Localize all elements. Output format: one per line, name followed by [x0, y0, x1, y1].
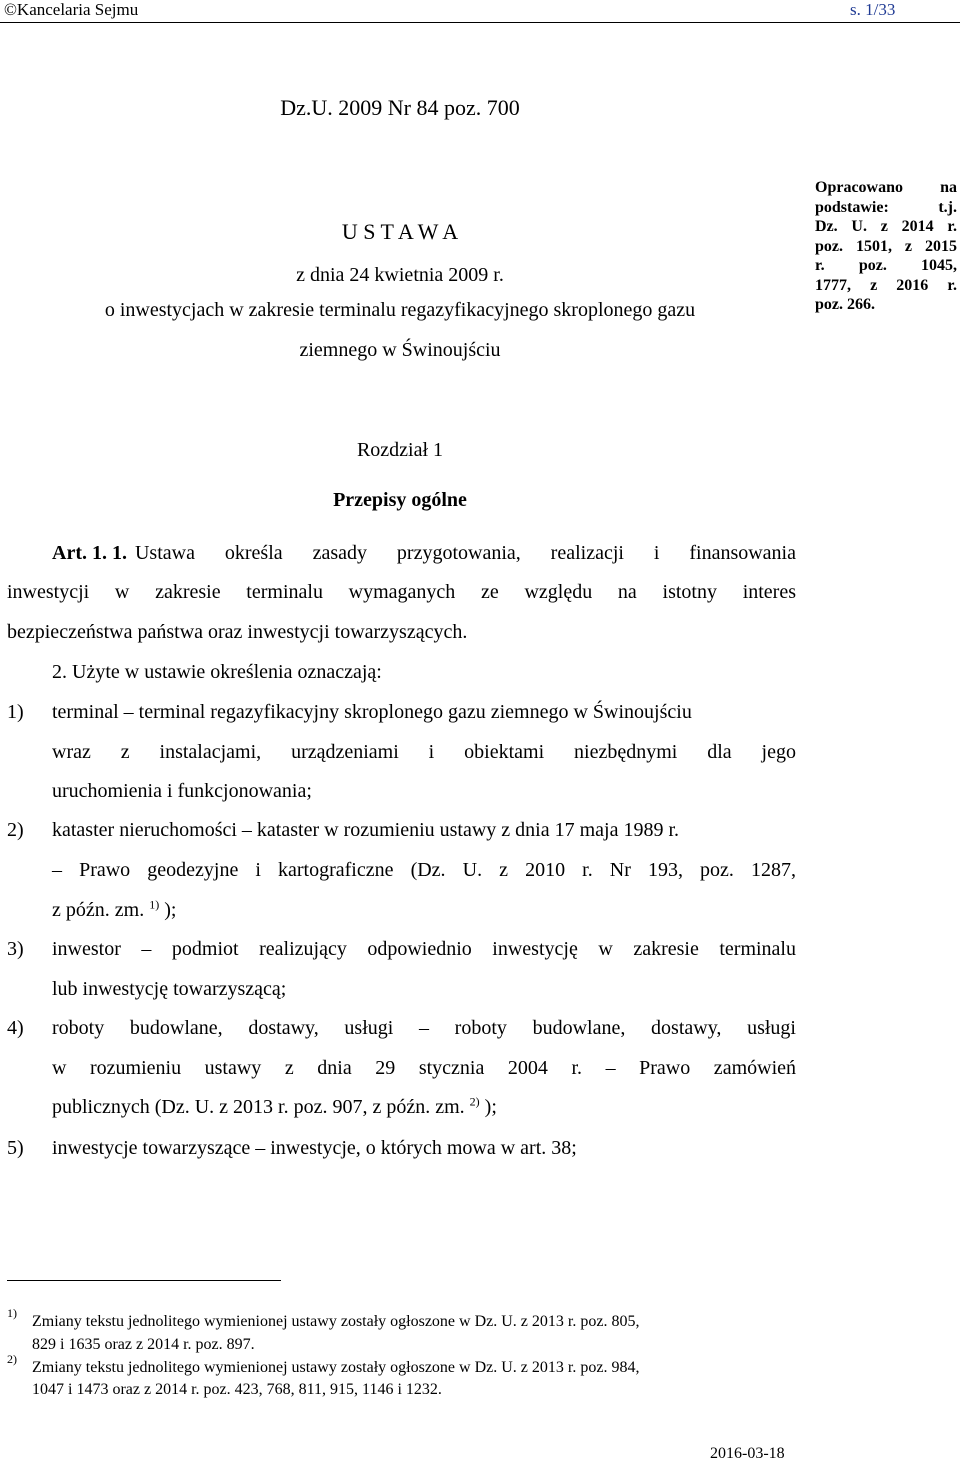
- article-1-line-2: inwestycji w zakresie terminalu wymaganych ze względu na istotny interes: [7, 581, 796, 603]
- footnote-mark: 2): [7, 1352, 17, 1366]
- definition-4-text: publicznych (Dz. U. z 2013 r. poz. 907, z późn. zm.: [52, 1096, 465, 1118]
- definition-number: 3): [7, 938, 24, 960]
- footnote-1-line-1: Zmiany tekstu jednolitego wymienionej ustawy zostały ogłoszone w Dz. U. z 2013 r. poz. 805,: [32, 1313, 640, 1330]
- source-note-line: 1777, z 2016 r.: [815, 276, 957, 294]
- footnote-reference[interactable]: 2): [469, 1094, 480, 1109]
- source-note-line: Dz. U. z 2014 r.: [815, 218, 957, 235]
- definition-1-line-1: terminal – terminal regazyfikacyjny skroplonego gazu ziemnego w Świnoujściu: [52, 701, 692, 723]
- definition-2-line-1: kataster nieruchomości – kataster w rozumieniu ustawy z dnia 17 maja 1989 r.: [52, 819, 680, 841]
- definition-2-end: );: [164, 899, 177, 921]
- article-1-paragraph-2: 2. Użyte w ustawie określenia oznaczają:: [52, 661, 382, 683]
- document-date: z dnia 24 kwietnia 2009 r.: [296, 264, 504, 286]
- source-note-line: podstawie: t.j.: [815, 198, 957, 216]
- source-note: [815, 178, 957, 315]
- header-page-number: s. 1/33: [850, 0, 896, 19]
- definition-number: 5): [7, 1137, 24, 1159]
- definition-1-line-2: wraz z instalacjami, urządzeniami i obiektami niezbędnymi dla jego: [52, 741, 796, 763]
- footnote-separator: [7, 1280, 281, 1281]
- article-1-first-line: [52, 543, 796, 563]
- source-note-line: r. poz. 1045,: [815, 257, 957, 274]
- definition-4-line-3: [52, 1094, 497, 1118]
- definition-number: 2): [7, 819, 24, 841]
- definition-number: 1): [7, 701, 24, 723]
- definition-4-end: );: [484, 1096, 497, 1118]
- footnote-1-line-2: 829 i 1635 oraz z 2014 r. poz. 897.: [32, 1336, 255, 1353]
- header-left: ©Kancelaria Sejmu: [4, 0, 139, 19]
- document-title-line-2: ziemnego w Świnoujściu: [299, 339, 501, 361]
- footnote-2-line-1: Zmiany tekstu jednolitego wymienionej ustawy zostały ogłoszone w Dz. U. z 2013 r. poz. 984,: [32, 1359, 640, 1376]
- article-label: Art. 1. 1.: [52, 542, 127, 564]
- definition-5-line-1: inwestycje towarzyszące – inwestycje, o których mowa w art. 38;: [52, 1137, 577, 1159]
- footer-date: 2016-03-18: [710, 1445, 785, 1462]
- document-reference: Dz.U. 2009 Nr 84 poz. 700: [280, 95, 520, 120]
- definition-1-line-3: uruchomienia i funkcjonowania;: [52, 780, 312, 802]
- footnote-reference[interactable]: 1): [149, 897, 160, 912]
- chapter-title: Przepisy ogólne: [333, 489, 467, 511]
- definition-4-line-2: w rozumieniu ustawy z dnia 29 stycznia 2004 r. – Prawo zamówień: [52, 1057, 796, 1079]
- definition-2-line-3: [52, 897, 177, 921]
- definition-4-line-1: roboty budowlane, dostawy, usługi – roboty budowlane, dostawy, usługi: [52, 1017, 796, 1039]
- header-rule: [0, 22, 960, 23]
- source-note-line: Opracowano na: [815, 179, 957, 196]
- definition-3-line-2: lub inwestycję towarzyszącą;: [52, 978, 287, 1000]
- footnote-2-line-2: 1047 i 1473 oraz z 2014 r. poz. 423, 768, 811, 915, 1146 i 1232.: [32, 1381, 442, 1398]
- article-1-line-3: bezpieczeństwa państwa oraz inwestycji towarzyszących.: [7, 621, 468, 643]
- source-note-line: poz. 1501, z 2015: [815, 237, 957, 255]
- article-text: Ustawa określa zasady przygotowania, realizacji i finansowania: [134, 542, 796, 564]
- definition-3-line-1: inwestor – podmiot realizujący odpowiednio inwestycję w zakresie terminalu: [52, 938, 796, 960]
- document-title-line-1: o inwestycjach w zakresie terminalu regazyfikacyjnego skroplonego gazu: [104, 299, 696, 321]
- definition-number: 4): [7, 1017, 24, 1039]
- definition-2-text: z późn. zm.: [52, 899, 145, 921]
- footnote-mark: 1): [7, 1306, 17, 1320]
- definition-2-line-2: – Prawo geodezyjne i kartograficzne (Dz. U. z 2010 r. Nr 193, poz. 1287,: [52, 859, 796, 881]
- source-note-line: poz. 266.: [815, 296, 875, 313]
- document-type: U S T A W A: [341, 219, 459, 244]
- chapter-number: Rozdział 1: [356, 439, 444, 461]
